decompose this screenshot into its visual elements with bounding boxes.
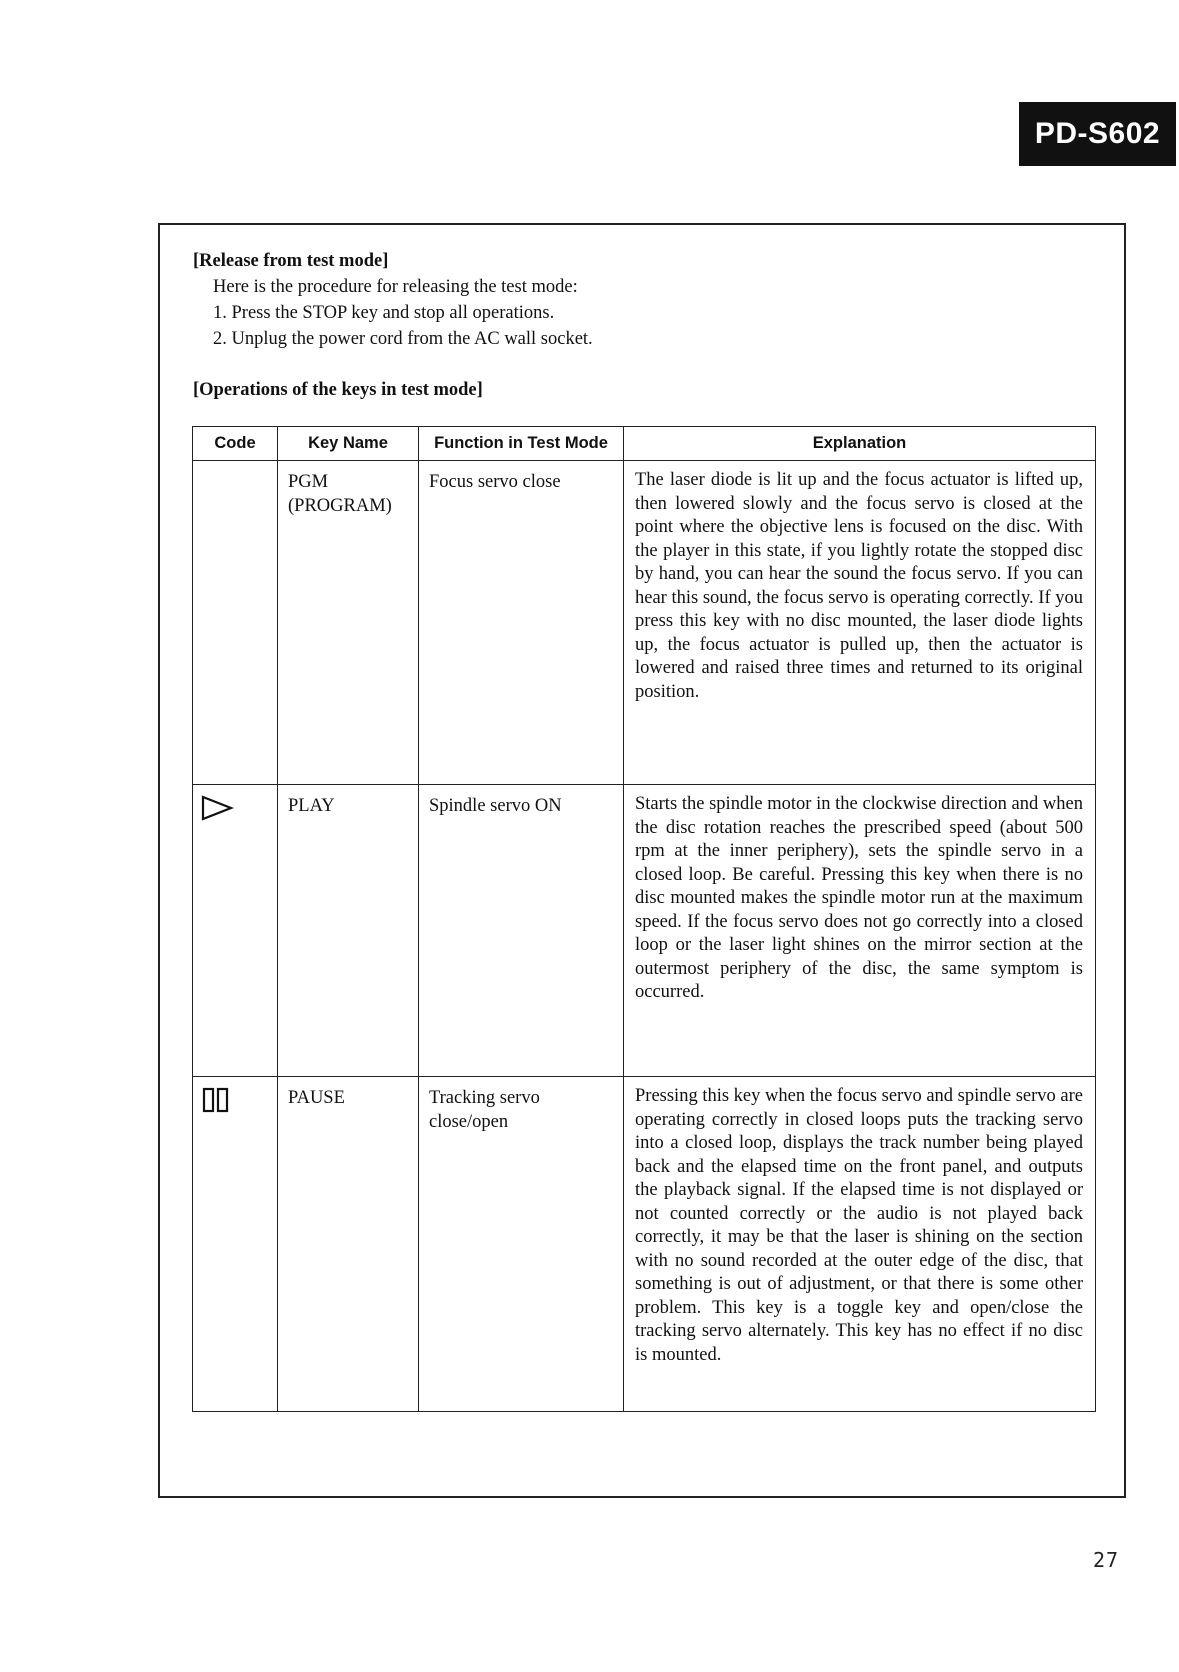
function-text: Tracking servo: [429, 1088, 540, 1108]
key-name-cell: [278, 461, 419, 785]
function-cell: [419, 1077, 624, 1412]
column-header-code: Code: [193, 427, 278, 461]
operations-heading: [Operations of the keys in test mode]: [193, 380, 483, 400]
function-text: Spindle servo ON: [429, 796, 562, 816]
column-header-function: Function in Test Mode: [419, 427, 624, 461]
model-badge: PD-S602: [1019, 102, 1176, 166]
function-cell: [419, 461, 624, 785]
release-section: [193, 248, 1073, 352]
code-cell: [193, 1077, 278, 1412]
key-operations-table: [192, 426, 1096, 1412]
release-intro: Here is the procedure for releasing the test mode:: [213, 277, 578, 297]
function-text-detail: close/open: [429, 1111, 509, 1132]
explanation-cell: Pressing this key when the focus servo and spindle servo are operating correctly in closed loops puts the tracking servo into a closed loop, displays the track number being played back and the elapsed time on the front panel, and outputs the playback signal. If the elapsed time is not displayed or not counted correctly or the audio is not played back correctly, it may be that the laser is shining on the section with no sound recorded at the outer edge of the disc, that something is out of adjustment, or that there is some other problem. This key is a toggle key and open/close the tracking servo alternately. This key has no effect if no disc is mounted.: [624, 1077, 1096, 1412]
release-step-2: 2. Unplug the power cord from the AC wall socket.: [213, 329, 593, 349]
key-name: PLAY: [288, 796, 335, 816]
table-row-pgm: [193, 461, 1096, 785]
table-header-row: [193, 427, 1096, 461]
table-row-pause: [193, 1077, 1096, 1412]
function-text: Focus servo close: [429, 472, 561, 492]
key-name-cell: [278, 785, 419, 1077]
key-name: PGM: [288, 472, 329, 492]
function-cell: [419, 785, 624, 1077]
explanation-cell: The laser diode is lit up and the focus actuator is lifted up, then lowered slowly and the focus servo is closed at the point where the objective lens is focused on the disc. With the player in this state, if you lightly rotate the stopped disc by hand, you can hear the sound the focus servo. If you can hear this sound, the focus servo is operating correctly. If you press this key with no disc mounted, the laser diode lights up, the focus actuator is pulled up, then the actuator is lowered and raised three times and returned to its original position.: [624, 461, 1096, 785]
column-header-key-name: Key Name: [278, 427, 419, 461]
release-step-1: 1. Press the STOP key and stop all operations.: [213, 303, 555, 323]
pause-icon: [199, 1085, 235, 1115]
code-cell: [193, 461, 278, 785]
explanation-cell: Starts the spindle motor in the clockwise direction and when the disc rotation reaches the prescribed speed (about 500 rpm at the inner periphery), sets the spindle servo in a closed loop. Be careful. Pressing this key when there is no disc mounted makes the spindle motor run at the maximum speed. If the focus servo does not go correctly into a closed loop or the laser light shines on the mirror section at the outermost periphery of the disc, the same symptom is occurred.: [624, 785, 1096, 1077]
release-heading: [Release from test mode]: [193, 251, 389, 271]
play-icon: [199, 793, 235, 823]
table-row-play: [193, 785, 1096, 1077]
column-header-explanation: Explanation: [624, 427, 1096, 461]
key-name-detail: (PROGRAM): [288, 495, 392, 516]
key-name-cell: [278, 1077, 419, 1412]
page-number: 27: [1093, 1548, 1120, 1572]
code-cell: [193, 785, 278, 1077]
key-name: PAUSE: [288, 1088, 345, 1108]
